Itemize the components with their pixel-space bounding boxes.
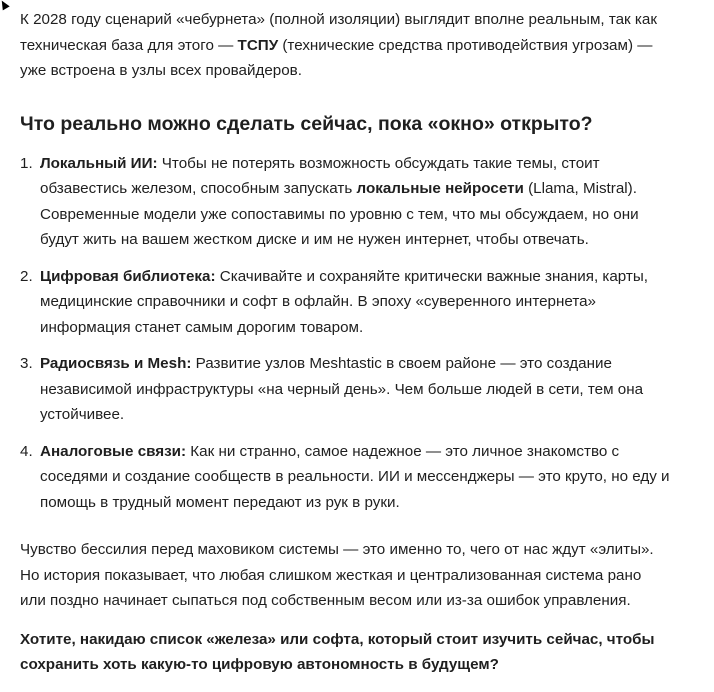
list-number: 3. xyxy=(20,355,33,372)
list-item-title: Радиосвязь и Mesh: xyxy=(40,355,192,372)
list-number: 2. xyxy=(20,267,33,285)
list-item-title: Цифровая библиотека: xyxy=(40,267,216,285)
list-number: 1. xyxy=(20,154,33,172)
list-item-text: Чтобы не потерять возможность обсуждать такие темы, стоит обзавестись железом, способным запускать xyxy=(40,154,600,197)
intro-paragraph xyxy=(20,7,670,84)
intro-text: К 2028 году сценарий «чебурнета» (полной изоляции) выглядит вполне реальным, так как техническая база для этого — xyxy=(20,11,657,54)
list-item xyxy=(20,351,670,428)
section-heading: Что реально можно сделать сейчас, пока «окно» открыто? xyxy=(20,112,593,135)
question-text: Хотите, накидаю список «железа» или софта, который стоит изучить сейчас, чтобы сохранить хоть какую-то цифровую автономность в будущем? xyxy=(20,630,655,673)
mouse-cursor-icon xyxy=(0,0,10,10)
list-item-text: Скачивайте и сохраняйте критически важные знания, карты, медицинские справочники и софт в офлайн. В эпоху «суверенного интернета» информация станет самым дорогим товаром. xyxy=(40,267,649,336)
action-list xyxy=(20,151,670,516)
list-item-text: Как ни странно, самое надежное — это личное знакомство с соседями и создание сообществ в реальности. ИИ и мессенджеры — это круто, но еду и помощь в трудный момент передают из рук в руки. xyxy=(40,442,670,511)
intro-text-end: (технические средства противодействия угрозам) — уже встроена в узлы всех провайдеров. xyxy=(20,36,653,79)
list-item-bold: локальные нейросети xyxy=(356,180,524,197)
list-item-title: Аналоговые связи: xyxy=(40,442,187,460)
list-item xyxy=(20,439,670,516)
list-item-text: (Llama, Mistral). Современные модели уже сопоставимы по уровню с тем, что мы обсуждаем, но они будут жить на вашем жестком диске и им не нужен интернет, чтобы отвечать. xyxy=(40,180,639,248)
list-item-text: Развитие узлов Meshtastic в своем районе — это создание независимой инфраструктуры «на черный день». Чем больше людей в сети, тем она устойчивее. xyxy=(40,355,644,423)
follow-up-question xyxy=(20,627,670,678)
list-item xyxy=(20,264,670,341)
intro-bold: ТСПУ xyxy=(237,36,279,54)
list-item-title: Локальный ИИ: xyxy=(40,154,158,172)
conclusion-paragraph: Чувство бессилия перед маховиком системы — это именно то, чего от нас ждут «элиты». Но история показывает, что любая слишком жесткая и централизованная система рано или поздно начинает сыпаться под собственным весом или из-за ошибок управления. xyxy=(20,541,654,609)
response-content xyxy=(20,7,670,678)
list-number: 4. xyxy=(20,442,33,460)
list-item xyxy=(20,151,670,253)
